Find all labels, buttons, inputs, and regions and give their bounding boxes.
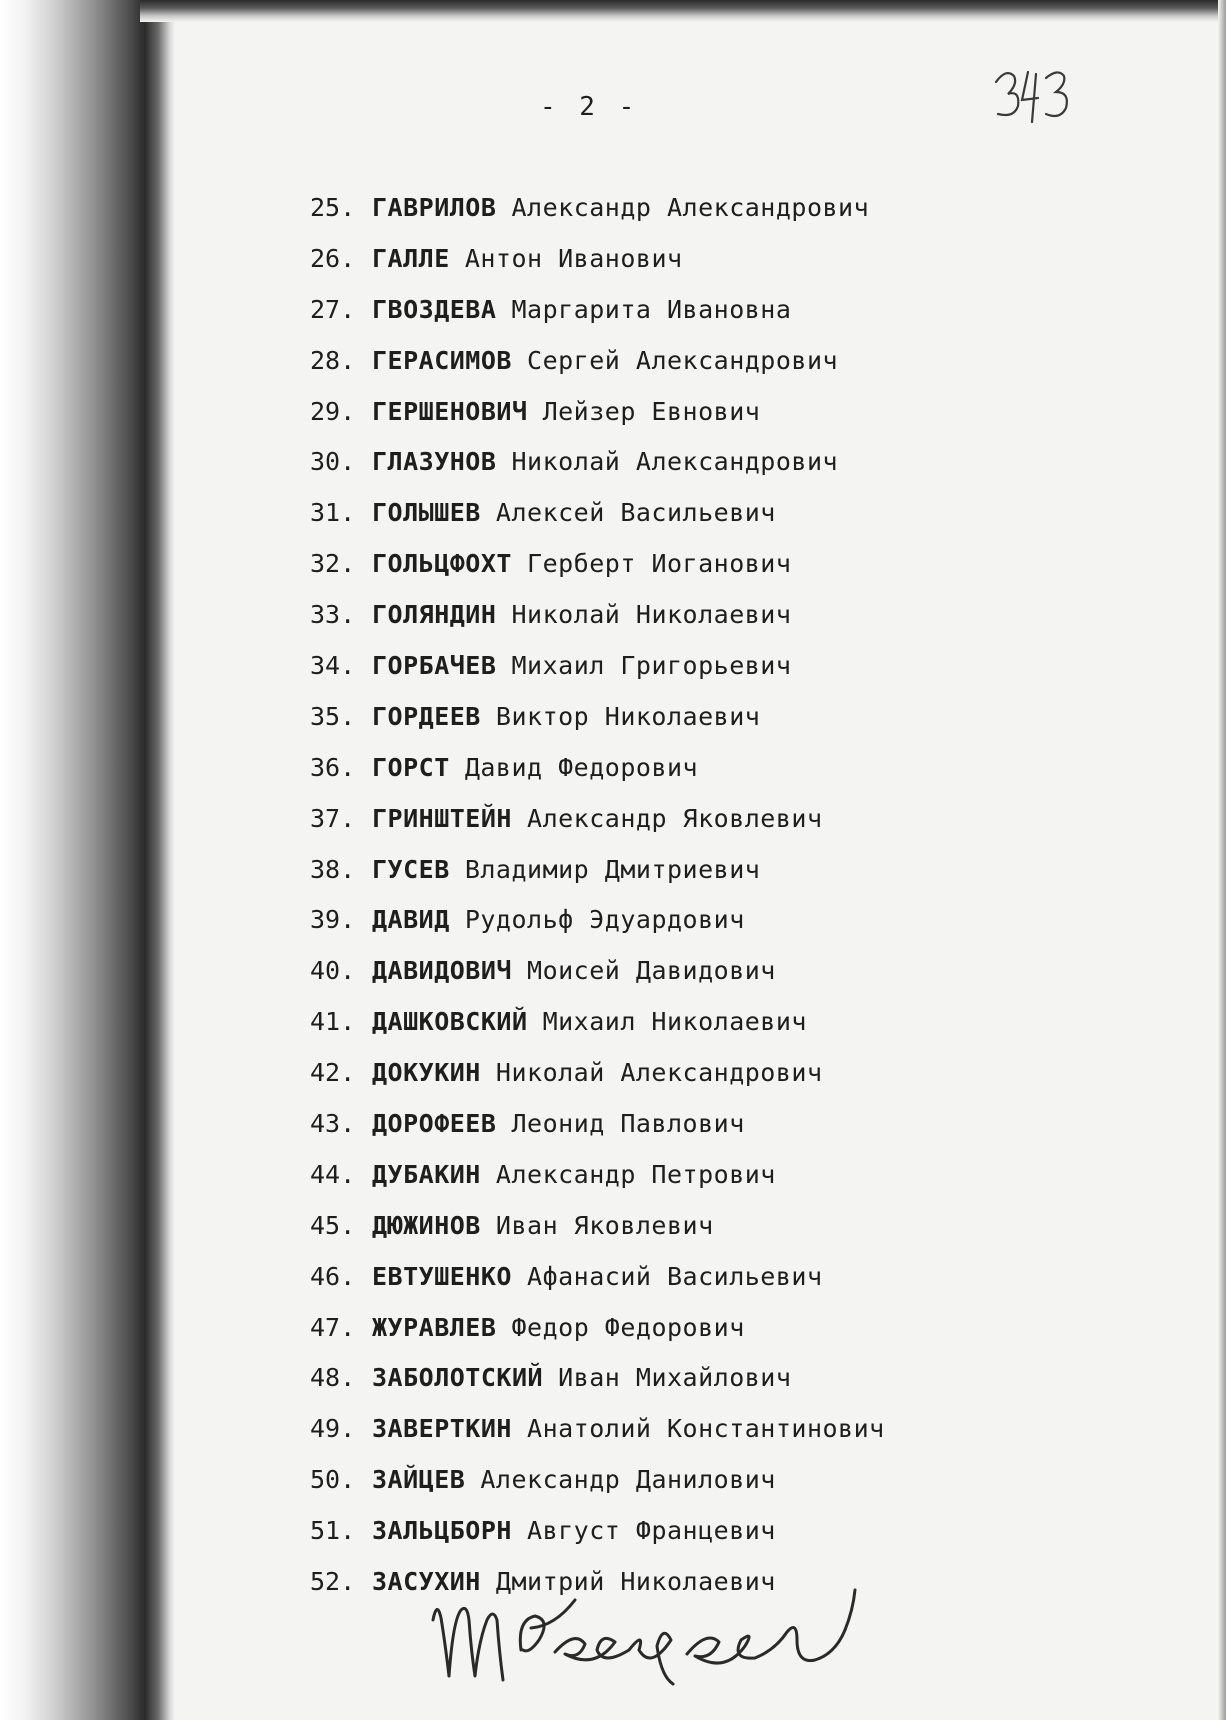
- signature: [425, 1580, 865, 1690]
- entry-number: 36.: [310, 752, 356, 782]
- entry-names: Анатолий Константинович: [527, 1414, 885, 1444]
- entry-surname: ГОЛЯНДИН: [372, 600, 497, 630]
- entry-number: 33.: [310, 600, 356, 630]
- entry-names: Иван Михайлович: [558, 1363, 792, 1393]
- entry-surname: ЗАСУХИН: [372, 1567, 481, 1597]
- entry-surname: ЗАЙЦЕВ: [372, 1465, 466, 1495]
- entry-number: 52.: [310, 1567, 356, 1597]
- top-edge-shadow: [140, 0, 1226, 22]
- list-item: [310, 449, 1070, 500]
- entry-names: Маргарита Ивановна: [511, 294, 792, 324]
- list-item: [310, 1312, 1070, 1366]
- entry-number: 39.: [310, 905, 356, 935]
- list-item: [310, 1261, 1070, 1315]
- list-item: [310, 854, 1070, 908]
- entry-surname: ЕВТУШЕНКО: [372, 1261, 512, 1291]
- entry-surname: ДЮЖИНОВ: [372, 1210, 481, 1240]
- entry-names: Август Францевич: [527, 1516, 776, 1546]
- entry-number: 31.: [310, 498, 356, 528]
- entry-number: 44.: [310, 1159, 356, 1189]
- entry-names: Александр Данилович: [480, 1465, 776, 1495]
- entry-names: Леонид Павлович: [511, 1109, 745, 1139]
- list-item: [310, 958, 1070, 1009]
- entry-number: 41.: [310, 1007, 356, 1037]
- entry-names: Михаил Николаевич: [542, 1007, 807, 1037]
- list-item: [310, 1009, 1070, 1060]
- name-list: [310, 195, 1070, 1620]
- entry-names: Лейзер Евнович: [542, 396, 761, 426]
- entry-number: 34.: [310, 651, 356, 681]
- entry-names: Алексей Васильевич: [495, 498, 776, 528]
- entry-surname: ДАВИДОВИЧ: [372, 956, 512, 986]
- list-item: [310, 1210, 1070, 1264]
- entry-number: 26.: [310, 243, 356, 273]
- entry-names: Николай Александрович: [511, 447, 839, 477]
- entry-surname: ГРИНШТЕЙН: [372, 803, 512, 833]
- entry-names: Александр Яковлевич: [527, 803, 823, 833]
- entry-surname: ГЛАЗУНОВ: [372, 447, 497, 477]
- entry-names: Сергей Александрович: [527, 345, 839, 375]
- entry-surname: ДАВИД: [372, 905, 450, 935]
- entry-surname: ГАЛЛЕ: [372, 243, 450, 273]
- list-item: [310, 602, 1070, 653]
- entry-number: 30.: [310, 447, 356, 477]
- entry-surname: ГОЛЬЦФОХТ: [372, 549, 512, 579]
- archive-number-handwritten: [992, 60, 1072, 130]
- entry-surname: ГЕРАСИМОВ: [372, 345, 512, 375]
- entry-names: Александр Петрович: [495, 1159, 776, 1189]
- entry-surname: ЗАВЕРТКИН: [372, 1414, 512, 1444]
- list-item: [310, 396, 1070, 450]
- entry-number: 48.: [310, 1363, 356, 1393]
- entry-surname: ДОРОФЕЕВ: [372, 1109, 497, 1139]
- entry-number: 38.: [310, 854, 356, 884]
- list-item: [310, 551, 1070, 602]
- entry-surname: ЗАЛЬЦБОРН: [372, 1516, 512, 1546]
- list-item: [310, 500, 1070, 551]
- entry-number: 32.: [310, 549, 356, 579]
- list-item: [310, 1111, 1070, 1162]
- entry-names: Моисей Давидович: [527, 956, 776, 986]
- right-edge-shadow: [1218, 0, 1226, 1720]
- entry-names: Николай Александрович: [495, 1058, 823, 1088]
- entry-names: Афанасий Васильевич: [527, 1261, 823, 1291]
- entry-number: 40.: [310, 956, 356, 986]
- entry-names: Давид Федорович: [464, 752, 699, 782]
- entry-names: Антон Иванович: [464, 243, 683, 273]
- entry-surname: ГВОЗДЕВА: [372, 294, 497, 324]
- entry-number: 51.: [310, 1516, 356, 1546]
- list-item: [310, 1416, 1070, 1467]
- entry-names: Виктор Николаевич: [495, 701, 761, 731]
- entry-number: 29.: [310, 396, 356, 426]
- entry-number: 42.: [310, 1058, 356, 1088]
- entry-number: 45.: [310, 1210, 356, 1240]
- entry-names: Владимир Дмитриевич: [464, 854, 761, 884]
- list-item: [310, 752, 1070, 806]
- list-item: [310, 701, 1070, 755]
- list-item: [310, 243, 1070, 297]
- entry-surname: ГОРСТ: [372, 752, 450, 782]
- entry-number: 47.: [310, 1312, 356, 1342]
- list-item: [310, 907, 1070, 958]
- list-item: [310, 1467, 1070, 1518]
- list-item: [310, 294, 1070, 348]
- entry-number: 50.: [310, 1465, 356, 1495]
- list-item: [310, 1518, 1070, 1569]
- list-item: [310, 1365, 1070, 1416]
- entry-number: 25.: [310, 193, 356, 222]
- entry-surname: ДАШКОВСКИЙ: [372, 1007, 528, 1037]
- entry-surname: ГАВРИЛОВ: [372, 193, 497, 222]
- entry-number: 49.: [310, 1414, 356, 1444]
- list-item: [310, 345, 1070, 399]
- entry-names: Иван Яковлевич: [495, 1210, 714, 1240]
- entry-names: Михаил Григорьевич: [511, 651, 792, 681]
- entry-surname: ГОРДЕЕВ: [372, 701, 481, 731]
- entry-surname: ГУСЕВ: [372, 854, 450, 884]
- entry-number: 27.: [310, 294, 356, 324]
- list-item: [310, 1159, 1070, 1213]
- binding-shadow: [0, 0, 175, 1720]
- entry-names: Рудольф Эдуардович: [464, 905, 745, 935]
- entry-surname: ДУБАКИН: [372, 1159, 481, 1189]
- entry-number: 43.: [310, 1109, 356, 1139]
- entry-surname: ЖУРАВЛЕВ: [372, 1312, 497, 1342]
- entry-names: Герберт Иоганович: [527, 549, 792, 579]
- entry-names: Николай Николаевич: [511, 600, 792, 630]
- entry-number: 46.: [310, 1261, 356, 1291]
- entry-surname: ЗАБОЛОТСКИЙ: [372, 1363, 544, 1393]
- entry-surname: ГОРБАЧЕВ: [372, 651, 497, 681]
- entry-number: 28.: [310, 345, 356, 375]
- list-item: [310, 803, 1070, 857]
- entry-surname: ГЕРШЕНОВИЧ: [372, 396, 528, 426]
- entry-names: Александр Александрович: [511, 193, 870, 222]
- entry-number: 35.: [310, 701, 356, 731]
- entry-surname: ГОЛЫШЕВ: [372, 498, 481, 528]
- list-item: [310, 653, 1070, 704]
- entry-number: 37.: [310, 803, 356, 833]
- list-item: [310, 195, 1070, 246]
- entry-names: Федор Федорович: [511, 1312, 745, 1342]
- page-number: - 2 -: [540, 92, 639, 122]
- entry-surname: ДОКУКИН: [372, 1058, 481, 1088]
- entry-names: Дмитрий Николаевич: [495, 1567, 776, 1597]
- list-item: [310, 1060, 1070, 1111]
